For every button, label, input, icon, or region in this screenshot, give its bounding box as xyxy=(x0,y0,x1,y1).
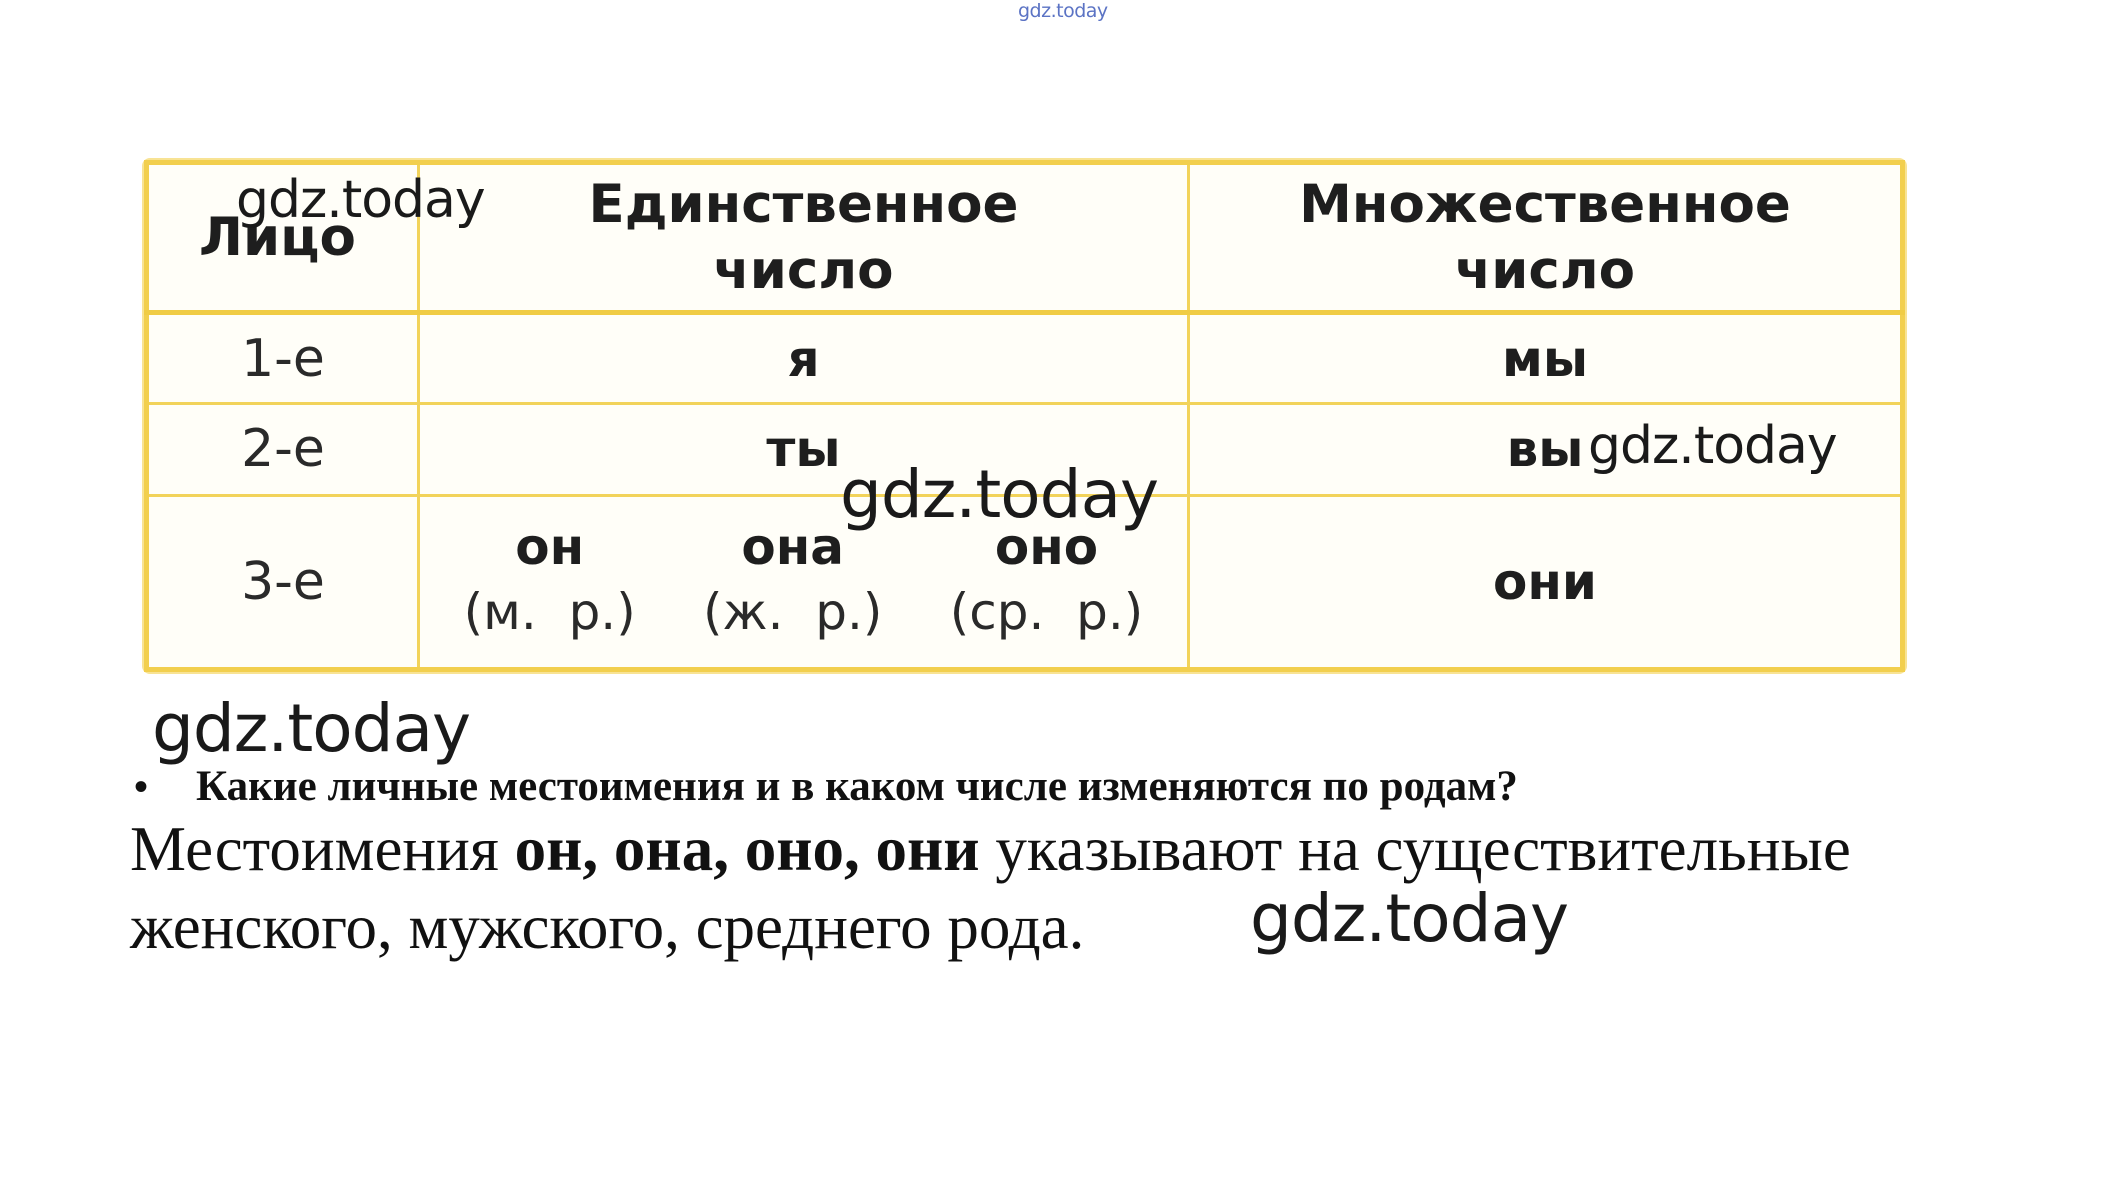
plural-cell: мы xyxy=(1189,313,1903,404)
header-plural-line2: число xyxy=(1454,239,1636,301)
watermark: gdz.today xyxy=(840,456,1159,533)
gender-form-feminine xyxy=(703,517,882,647)
pronoun-label: она xyxy=(741,517,845,576)
pronoun-label: он xyxy=(515,517,585,576)
person-cell: 3-е xyxy=(147,495,419,669)
answer-paragraph xyxy=(130,810,2030,966)
answer-text-start: Местоимения xyxy=(130,814,515,884)
person-cell: 2-е xyxy=(147,404,419,495)
gender-form-masculine xyxy=(464,517,636,647)
question xyxy=(130,762,1518,811)
question-text: Какие личные местоимения и в каком числе изменяются по родам? xyxy=(196,763,1518,810)
gender-note: (ж. р.) xyxy=(703,582,883,641)
header-person-label: Лицо xyxy=(199,206,356,268)
answer-bold-pronouns: он, она, оно, они xyxy=(514,814,980,884)
header-plural-line1: Множественное xyxy=(1299,173,1791,235)
site-mark: gdz.today xyxy=(1018,0,1108,22)
gender-note: (м. р.) xyxy=(463,582,636,641)
plural-cell: вы xyxy=(1189,404,1903,495)
watermark: gdz.today xyxy=(1588,416,1837,476)
singular-cell: я xyxy=(419,313,1189,404)
header-plural xyxy=(1189,163,1903,313)
table-row xyxy=(147,313,1903,404)
plural-cell: они xyxy=(1189,495,1903,669)
pronoun-label: оно xyxy=(994,517,1099,576)
watermark: gdz.today xyxy=(1250,880,1569,957)
answer-text-end: указывают на существительные женского, мужского, среднего рода. xyxy=(130,814,1851,962)
header-singular-line2: число xyxy=(713,239,894,301)
gender-note: (ср. р.) xyxy=(949,582,1144,641)
watermark: gdz.today xyxy=(152,690,471,767)
header-singular-line1: Единственное xyxy=(588,173,1019,235)
singular-cell: ты xyxy=(419,404,1189,495)
header-singular xyxy=(419,163,1189,313)
gender-form-neuter xyxy=(950,517,1144,647)
person-cell: 1-е xyxy=(147,313,419,404)
watermark: gdz.today xyxy=(236,170,485,230)
bullet-icon: • xyxy=(134,764,149,809)
